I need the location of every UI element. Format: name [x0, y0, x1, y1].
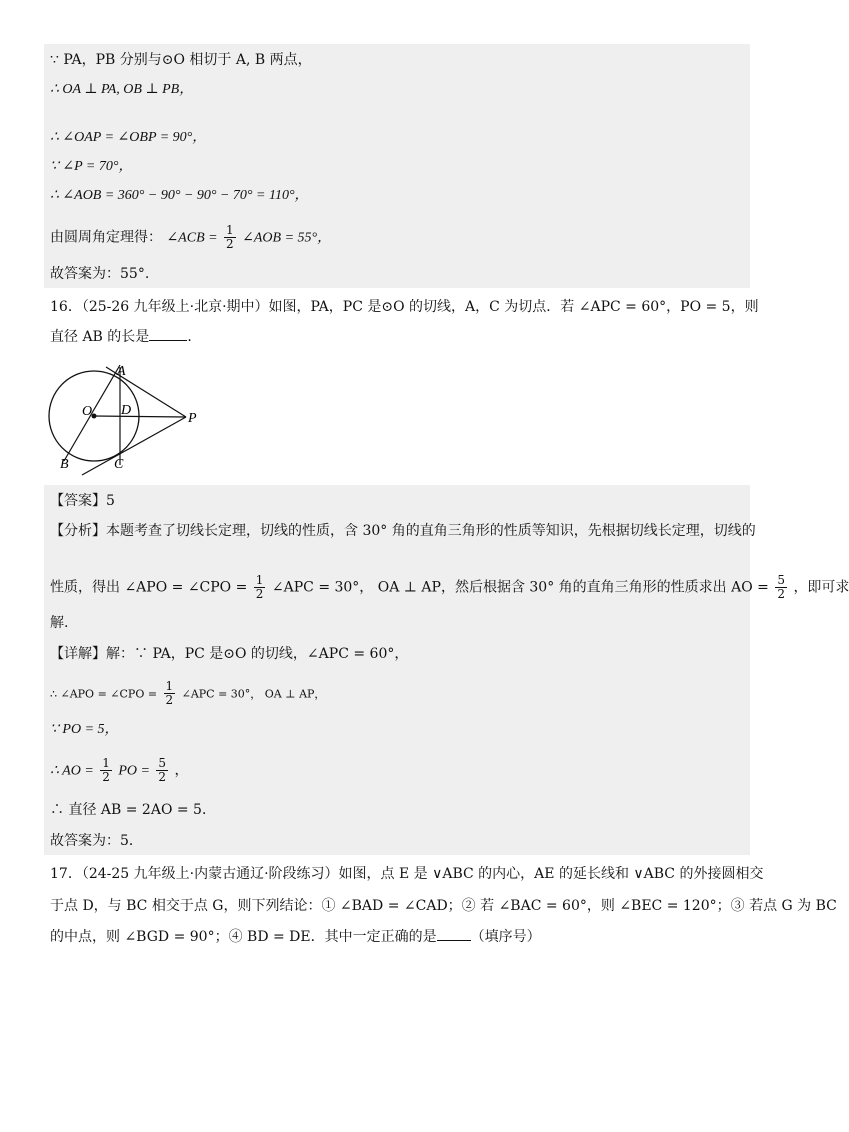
- q17-line-3: [50, 926, 541, 947]
- q16-analysis-line-3: 解.: [50, 615, 69, 631]
- solution-line-1: ∵ PA，PB 分别与⊙O 相切于 A, B 两点，: [50, 52, 312, 68]
- q16-detail-line-4: [50, 757, 188, 784]
- q16-analysis-line-1: 【分析】本题考查了切线长定理，切线的性质，含 30° 角的直角三角形的性质等知识，先根据切线长定理，切线的: [50, 523, 756, 539]
- label-c: C: [114, 457, 124, 472]
- label-p: P: [188, 411, 197, 426]
- solution-line-6-prefix: 由圆周角定理得：: [50, 229, 162, 246]
- fraction-numerator: 1: [255, 573, 264, 587]
- fraction-one-half: [224, 224, 236, 251]
- fraction-denominator: 2: [777, 587, 785, 601]
- solution-line-4: ∵ ∠P = 70°，: [50, 159, 133, 174]
- fraction-five-halves: [775, 574, 787, 601]
- q16-detail-2b: ∠APC = 30°， OA ⊥ AP，: [181, 687, 326, 701]
- q16-analysis-2c: OA ⊥ AP，然后根据含 30° 角的直角三角形的性质求出 AO =: [377, 579, 769, 596]
- fraction-one-half: [100, 757, 112, 784]
- q16-stem-line-2: [50, 326, 201, 347]
- q16-detail-line-5: ∴ 直径 AB = 2AO = 5．: [50, 802, 216, 818]
- q16-figure-circle-tangents: [38, 355, 208, 485]
- answer-blank: [437, 926, 471, 941]
- solution-line-3: ∴ ∠OAP = ∠OBP = 90°，: [50, 130, 207, 145]
- fraction-denominator: 2: [226, 237, 234, 251]
- q17-line-2: 于点 D，与 BC 相交于点 G，则下列结论：① ∠BAD = ∠CAD；② 若 ∠BAC = 60°，则 ∠BEC = 120°；③ 若点 G 为 BC: [50, 898, 837, 914]
- fraction-denominator: 2: [102, 770, 110, 784]
- fraction-one-half: [164, 680, 176, 707]
- q16-detail-4c: ，: [174, 762, 189, 779]
- solution-line-6-formula-a: ∠ACB =: [166, 230, 218, 246]
- q17-line-3-text: 的中点，则 ∠BGD = 90°；④ BD = DE．其中一定正确的是: [50, 929, 437, 945]
- tangent-pc: [82, 417, 186, 475]
- q16-analysis-2b: ∠APC = 30°，: [271, 579, 374, 596]
- q16-analysis-2d: ，即可求: [793, 579, 849, 596]
- fraction-five-halves: [156, 757, 168, 784]
- fraction-numerator: 1: [226, 223, 234, 237]
- q16-detail-4b: PO =: [118, 763, 150, 779]
- fraction-numerator: 1: [102, 756, 110, 770]
- solution-line-6: [50, 224, 331, 251]
- fraction-denominator: 2: [255, 587, 264, 601]
- solution-line-7: 故答案为：55°.: [50, 266, 150, 282]
- center-dot: [92, 414, 97, 419]
- q16-detail-4a: ∴ AO =: [50, 763, 94, 779]
- q16-detail-line-3: ∵ PO = 5，: [50, 722, 119, 737]
- solution-line-2: ∴ OA ⊥ PA, OB ⊥ PB，: [50, 82, 194, 97]
- label-b: B: [60, 457, 69, 472]
- label-a: A: [117, 364, 126, 379]
- q17-line-1: 17．（24-25 九年级上·内蒙古通辽·阶段练习）如图，点 E 是 ∨ABC 的内心，AE 的延长线和 ∨ABC 的外接圆相交: [50, 866, 764, 882]
- solution-line-6-formula-b: ∠AOB = 55°，: [242, 230, 332, 246]
- fraction-numerator: 5: [777, 573, 785, 587]
- solution-line-5: ∴ ∠AOB = 360° − 90° − 90° − 70° = 110°，: [50, 188, 309, 203]
- q16-detail-line-2: [50, 680, 325, 707]
- fraction-denominator: 2: [165, 693, 174, 707]
- fraction-one-half: [254, 574, 266, 601]
- label-o: O: [82, 404, 93, 419]
- q16-analysis-2a: 性质，得出 ∠APO = ∠CPO =: [50, 579, 248, 596]
- answer-blank: [149, 326, 187, 341]
- q16-stem-line-1: 16．（25-26 九年级上·北京·期中）如图，PA，PC 是⊙O 的切线，A，C 为切点．若 ∠APC = 60°，PO = 5，则: [50, 299, 759, 315]
- q16-detail-line-6: 故答案为：5．: [50, 833, 143, 849]
- q17-line-3-end: （填序号）: [470, 929, 541, 945]
- label-d: D: [121, 403, 132, 418]
- fraction-numerator: 5: [158, 756, 167, 770]
- fraction-numerator: 1: [165, 679, 174, 693]
- q16-stem-line-2-end: ．: [187, 329, 202, 345]
- q16-detail-2a: ∴ ∠APO = ∠CPO =: [50, 687, 158, 701]
- q16-detail-line-1: 【详解】解：∵ PA，PC 是⊙O 的切线，∠APC = 60°，: [50, 646, 409, 662]
- q16-stem-line-2-text: 直径 AB 的长是: [50, 329, 150, 345]
- q16-answer: 【答案】5: [50, 493, 115, 509]
- q16-analysis-line-2: [50, 574, 849, 601]
- fraction-denominator: 2: [158, 770, 167, 784]
- segment-op: [94, 416, 186, 417]
